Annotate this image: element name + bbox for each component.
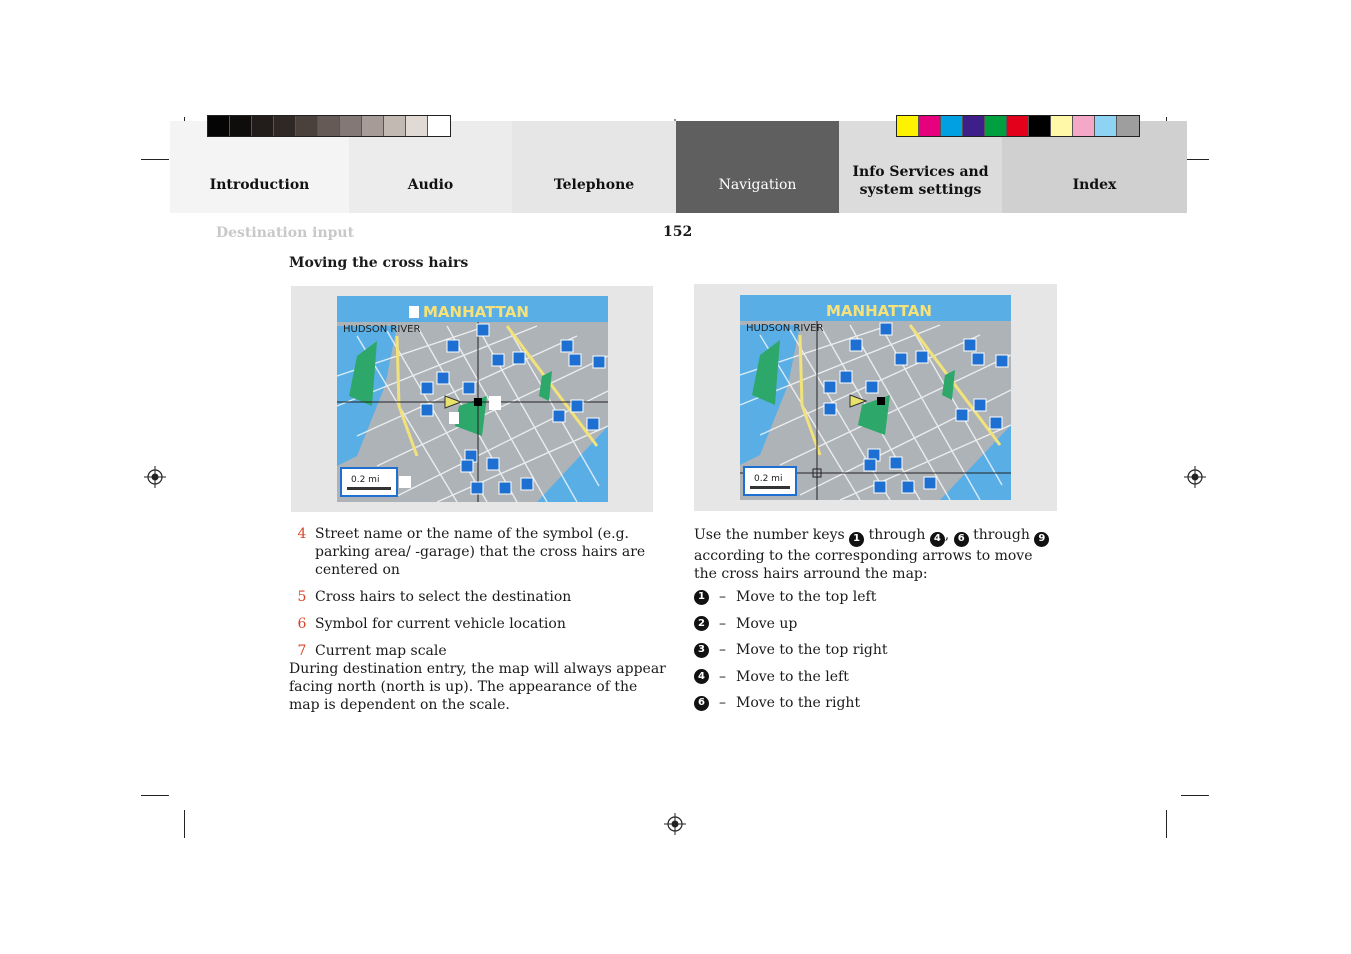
key-number-icon: 3 — [694, 643, 709, 658]
crop-mark — [1166, 810, 1167, 838]
key-list — [694, 588, 888, 721]
list-item — [289, 642, 669, 660]
map-image-left — [337, 296, 608, 502]
key-6-icon: 6 — [954, 532, 969, 547]
process-color-bar — [896, 115, 1140, 137]
grayscale-color-bar — [207, 115, 451, 137]
dash: – — [719, 615, 726, 632]
list-item — [694, 615, 888, 633]
list-item — [694, 641, 888, 659]
section-title: Destination input — [216, 225, 355, 241]
legend-text: Street name or the name of the symbol (e.g. parking area/ -garage) that the cross hairs are centered on — [315, 526, 646, 578]
key-description: Move to the left — [736, 668, 849, 685]
map-image-right — [740, 295, 1011, 500]
map-graphic — [337, 296, 608, 502]
tab-audio[interactable]: Audio — [349, 121, 512, 213]
key-description: Move up — [736, 615, 798, 632]
page-number: 152 — [663, 224, 693, 240]
list-item — [289, 588, 669, 606]
map-river-label: HUDSON RIVER — [343, 324, 421, 335]
key-number-icon: 2 — [694, 616, 709, 631]
list-item — [289, 615, 669, 633]
registration-mark-icon — [664, 813, 686, 835]
key-description: Move to the top left — [736, 589, 877, 605]
instructions-suffix: according to the corresponding arrows to move the cross hairs arround the map: — [694, 547, 1033, 582]
crop-mark — [1181, 795, 1209, 796]
figure-right — [694, 284, 1057, 511]
figure-left — [291, 286, 653, 512]
list-item — [694, 694, 888, 712]
map-scale-label: 0.2 mi — [351, 475, 380, 485]
legend-list — [289, 525, 669, 669]
key-9-icon: 9 — [1034, 532, 1049, 547]
legend-text: Cross hairs to select the destination — [315, 589, 572, 605]
legend-number: 6 — [297, 616, 307, 632]
registration-mark-icon — [144, 466, 166, 488]
tab-index[interactable]: Index — [1002, 121, 1187, 213]
map-district-label: MANHATTAN — [826, 302, 932, 320]
crop-mark — [141, 795, 169, 796]
instructions-comma: , — [944, 527, 950, 543]
key-1-icon: 1 — [849, 532, 864, 547]
list-item — [694, 668, 888, 686]
list-item — [289, 525, 669, 579]
instructions-through: through — [973, 527, 1030, 543]
key-description: Move to the top right — [736, 642, 888, 659]
instructions-prefix: Use the number keys — [694, 527, 845, 543]
list-item — [694, 588, 888, 606]
map-scale-label: 0.2 mi — [754, 474, 783, 484]
key-number-icon: 6 — [694, 696, 709, 711]
map-district-label: MANHATTAN — [423, 303, 529, 321]
legend-text: Current map scale — [315, 643, 447, 659]
dash: – — [719, 695, 726, 712]
key-description: Move to the right — [736, 695, 861, 712]
heading: Moving the cross hairs — [289, 255, 469, 271]
map-graphic — [740, 295, 1011, 500]
tab-telephone[interactable]: Telephone — [512, 121, 676, 213]
dash: – — [719, 668, 726, 685]
key-4-icon: 4 — [930, 532, 945, 547]
legend-number: 4 — [297, 526, 307, 542]
key-number-icon: 4 — [694, 669, 709, 684]
dash: – — [719, 642, 726, 659]
body-paragraph: During destination entry, the map will always appear facing north (north is up). The appearance of the map is dependent on the scale. — [289, 661, 666, 713]
tab-navigation[interactable]: Navigation — [676, 121, 839, 213]
legend-number: 5 — [297, 589, 307, 605]
map-river-label: HUDSON RIVER — [746, 323, 824, 334]
key-number-icon: 1 — [694, 590, 709, 605]
tab-introduction[interactable]: Introduction — [170, 121, 349, 213]
instructions-paragraph — [694, 526, 1054, 583]
crop-mark — [141, 159, 169, 160]
dash: – — [719, 589, 726, 605]
legend-text: Symbol for current vehicle location — [315, 616, 566, 632]
legend-number: 7 — [297, 643, 307, 659]
instructions-through: through — [868, 527, 926, 543]
tab-info-services[interactable]: Info Services and system settings — [839, 121, 1002, 213]
registration-mark-icon — [1184, 466, 1206, 488]
crop-mark — [184, 810, 185, 838]
